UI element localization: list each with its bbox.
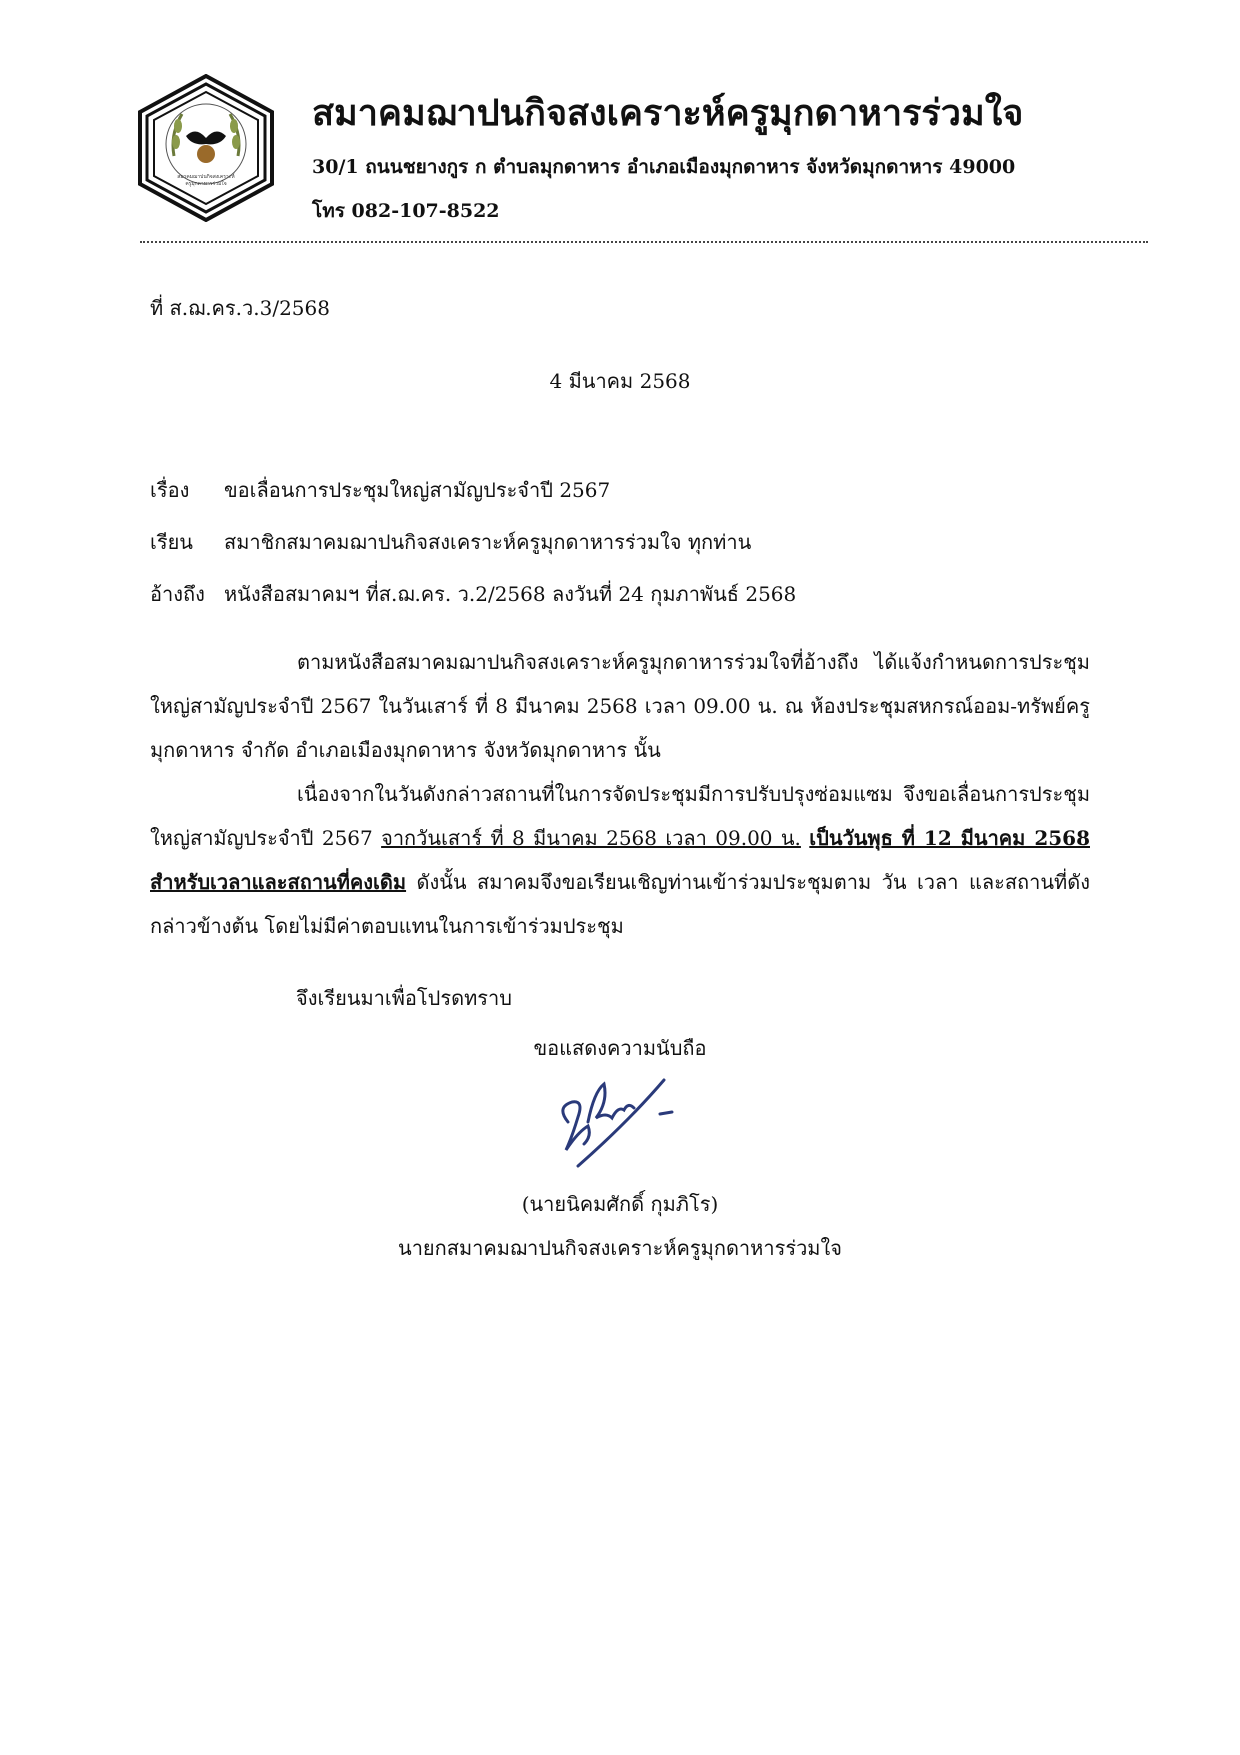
reference-label: อ้างถึง (150, 582, 205, 606)
regards-line: ขอแสดงความนับถือ (533, 1036, 707, 1060)
org-address: 30/1 ถนนชยางกูร ก ตำบลมุกดาหาร อำเภอเมืองมุกดาหาร จังหวัดมุกดาหาร 49000 (312, 156, 1016, 178)
paragraph-2-text-a: เนื่องจากในวันดังกล่าวสถานที่ในการจัดประชุมมีการปรับปรุงซ่อมแซม จึงขอเลื่อนการประชุมใหญ่สามัญประจำปี 2567 (150, 782, 1090, 850)
signer-name: (นายนิคมศักดิ์ กุมภิโร) (521, 1192, 719, 1216)
header-divider (140, 241, 1148, 243)
letter-date: 4 มีนาคม 2568 (549, 369, 691, 393)
org-name: สมาคมฌาปนกิจสงเคราะห์ครูมุกดาหารร่วมใจ (312, 92, 1024, 134)
reference-text: หนังสือสมาคมฯ ที่ส.ฌ.คร. ว.2/2568 ลงวันที่ 24 กุมภาพันธ์ 2568 (224, 582, 797, 606)
paragraph-1 (150, 640, 1090, 772)
subject-label: เรื่อง (150, 478, 190, 502)
subject-text: ขอเลื่อนการประชุมใหญ่สามัญประจำปี 2567 (224, 478, 611, 502)
svg-text:สมาคมฌาปนกิจสงเคราะห์: สมาคมฌาปนกิจสงเคราะห์ (177, 174, 235, 180)
svg-text:ครูมุกดาหารร่วมใจ: ครูมุกดาหารร่วมใจ (185, 181, 227, 187)
signer-title: นายกสมาคมฌาปนกิจสงเคราะห์ครูมุกดาหารร่วมใจ (398, 1236, 842, 1260)
paragraph-2-old-date: จากวันเสาร์ ที่ 8 มีนาคม 2568 เวลา 09.00 น. (381, 826, 801, 850)
to-text: สมาชิกสมาคมฌาปนกิจสงเคราะห์ครูมุกดาหารร่วมใจ ทุกท่าน (224, 530, 752, 554)
paragraph-2-new-date: เป็นวันพุธ ที่ 12 มีนาคม 2568 สำหรับเวลาและสถานที่คงเดิม (150, 826, 1090, 894)
to-label: เรียน (150, 530, 193, 554)
paragraph-2-text-b: ดังนั้น สมาคมจึงขอเรียนเชิญท่านเข้าร่วมประชุมตาม วัน เวลา และสถานที่ดังกล่าวข้างต้น โดยไม่มีค่าตอบแทนในการเข้าร่วมประชุม (150, 870, 1090, 938)
paragraph-1-text: ตามหนังสือสมาคมฌาปนกิจสงเคราะห์ครูมุกดาหารร่วมใจที่อ้างถึง ได้แจ้งกำหนดการประชุมใหญ่สามัญประจำปี 2567 ในวันเสาร์ ที่ 8 มีนาคม 2568 เวลา 09.00 น. ณ ห้องประชุมสหกรณ์ออม-ทรัพย์ครูมุกดาหาร จำกัด อำเภอเมืองมุกดาหาร จังหวัดมุกดาหาร นั้น (150, 650, 1090, 762)
paragraph-2 (150, 772, 1090, 948)
association-seal-icon (136, 74, 276, 222)
signature-icon (548, 1062, 688, 1170)
org-phone: โทร 082-107-8522 (312, 200, 500, 222)
closing-line: จึงเรียนมาเพื่อโปรดทราบ (296, 986, 512, 1010)
document-number: ที่ ส.ฌ.คร.ว.3/2568 (150, 296, 330, 320)
